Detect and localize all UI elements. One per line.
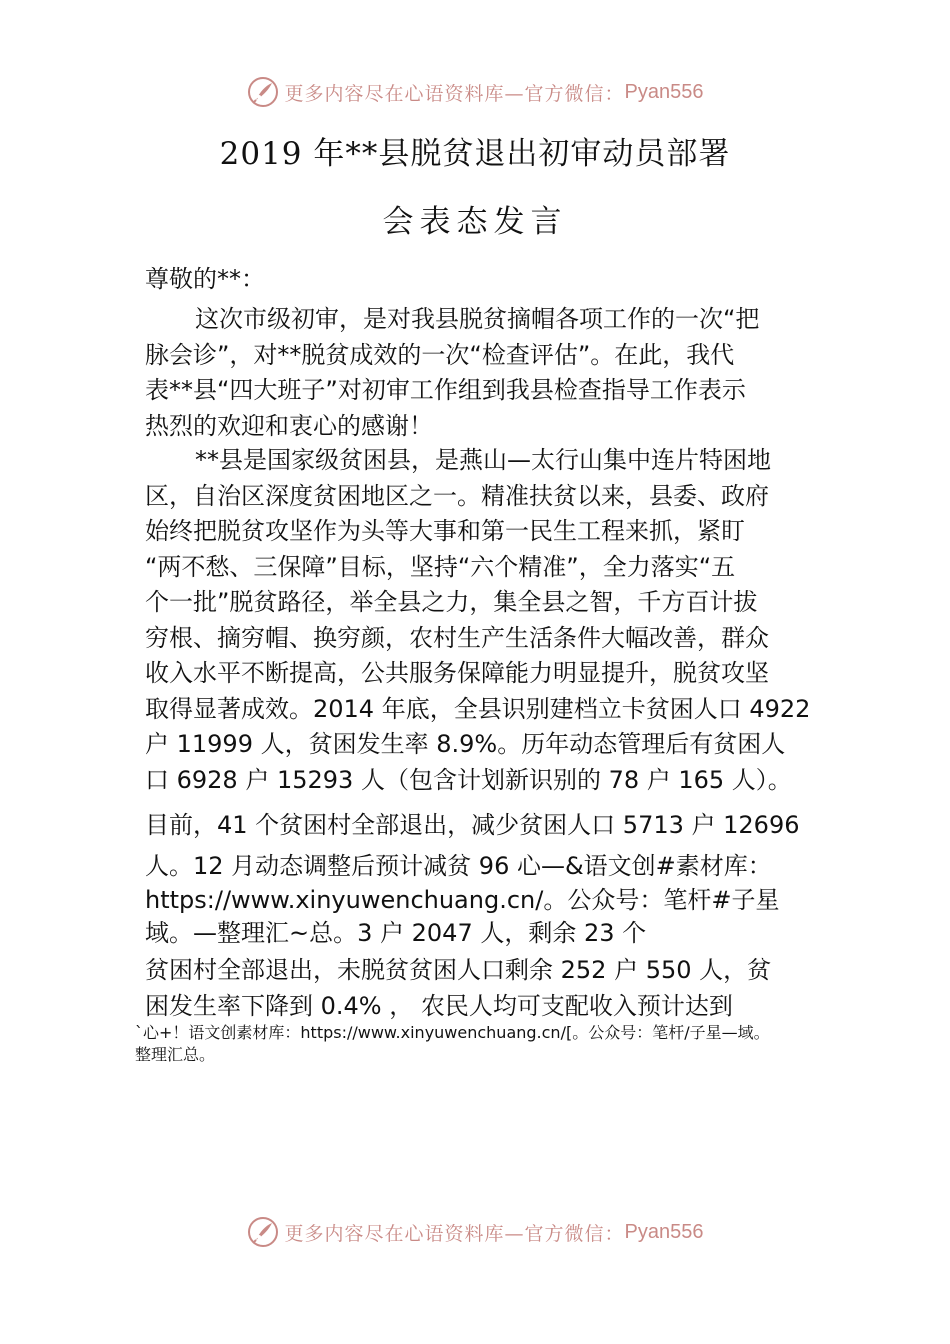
paragraph-line: 户 11999 人，贫困发生率 8.9%。历年动态管理后有贫困人 xyxy=(145,730,786,758)
salutation: 尊敬的**： xyxy=(145,265,265,293)
document-title-line-2: 会表态发言 xyxy=(382,204,568,240)
feather-pen-logo-icon xyxy=(247,76,279,108)
tail-line: 困发生率下降到 0.4% ， 农民人均可支配收入预计达到 xyxy=(145,992,733,1020)
tail-line: 人。12 月动态调整后预计减贫 96 心—&语文创#素材库： xyxy=(145,852,772,880)
banner-text: 更多内容尽在心语资料库—官方微信： xyxy=(284,82,625,105)
banner-wechat-id: Pyan556 xyxy=(624,80,704,103)
paragraph-line: 脉会诊”，对**脱贫成效的一次“检查评估”。在此，我代 xyxy=(145,340,735,369)
paragraph-line: 区，自治区深度贫困地区之一。精准扶贫以来，县委、政府 xyxy=(145,481,769,510)
banner-text: 更多内容尽在心语资料库—官方微信： xyxy=(284,1222,625,1245)
document-title-line-1: 2019 年**县脱贫退出初审动员部署 xyxy=(219,136,731,172)
feather-pen-logo-icon xyxy=(247,1216,279,1248)
paragraph-line: 表**县“四大班子”对初审工作组到我县检查指导工作表示 xyxy=(145,376,746,404)
tail-line: 域。—整理汇~总。3 户 2047 人，剩余 23 个 xyxy=(145,919,647,947)
paragraph-line: 穷根、摘穷帽、换穷颜，农村生产生活条件大幅改善，群众 xyxy=(145,623,769,652)
paragraph-line: 口 6928 户 15293 人（包含计划新识别的 78 户 165 人）。 xyxy=(145,765,792,794)
tail-line-with-link: https://www.xinyuwenchuang.cn/。公众号：笔杆#子星 xyxy=(145,886,780,914)
paragraph-line: 这次市级初审，是对我县脱贫摘帽各项工作的一次“把 xyxy=(195,305,760,333)
paragraph-2 xyxy=(145,443,810,798)
tail-line: 贫困村全部退出，未脱贫贫困人口剩余 252 户 550 人，贫 xyxy=(145,956,772,984)
banner-wechat-id: Pyan556 xyxy=(624,1220,704,1243)
footnote-line-2: 整理汇总。 xyxy=(135,1045,216,1064)
footer-banner xyxy=(0,1212,950,1252)
tail-line: 目前，41 个贫困村全部退出，减少贫困人口 5713 户 12696 xyxy=(145,811,800,839)
paragraph-line: 取得显著成效。2014 年底，全县识别建档立卡贫困人口 4922 xyxy=(145,694,811,723)
paragraph-1 xyxy=(145,302,759,444)
paragraph-line: **县是国家级贫困县，是燕山—太行山集中连片特困地 xyxy=(195,446,771,474)
paragraph-line: 始终把脱贫攻坚作为头等大事和第一民生工程来抓，紧盯 xyxy=(145,517,745,545)
header-banner xyxy=(0,72,950,112)
footnote-line-1: `心+！语文创素材库：https://www.xinyuwenchuang.cn/[。公众号：笔杆/子星—域。 xyxy=(135,1023,770,1042)
paragraph-line: 热烈的欢迎和衷心的感谢！ xyxy=(145,411,433,440)
footnote xyxy=(135,1022,770,1066)
paragraph-line: “两不愁、三保障”目标，坚持“六个精准”，全力落实“五 xyxy=(145,552,736,581)
paragraph-line: 个一批”脱贫路径，举全县之力，集全县之智，千方百计拔 xyxy=(145,588,758,616)
paragraph-line: 收入水平不断提高，公共服务保障能力明显提升，脱贫攻坚 xyxy=(145,659,769,687)
